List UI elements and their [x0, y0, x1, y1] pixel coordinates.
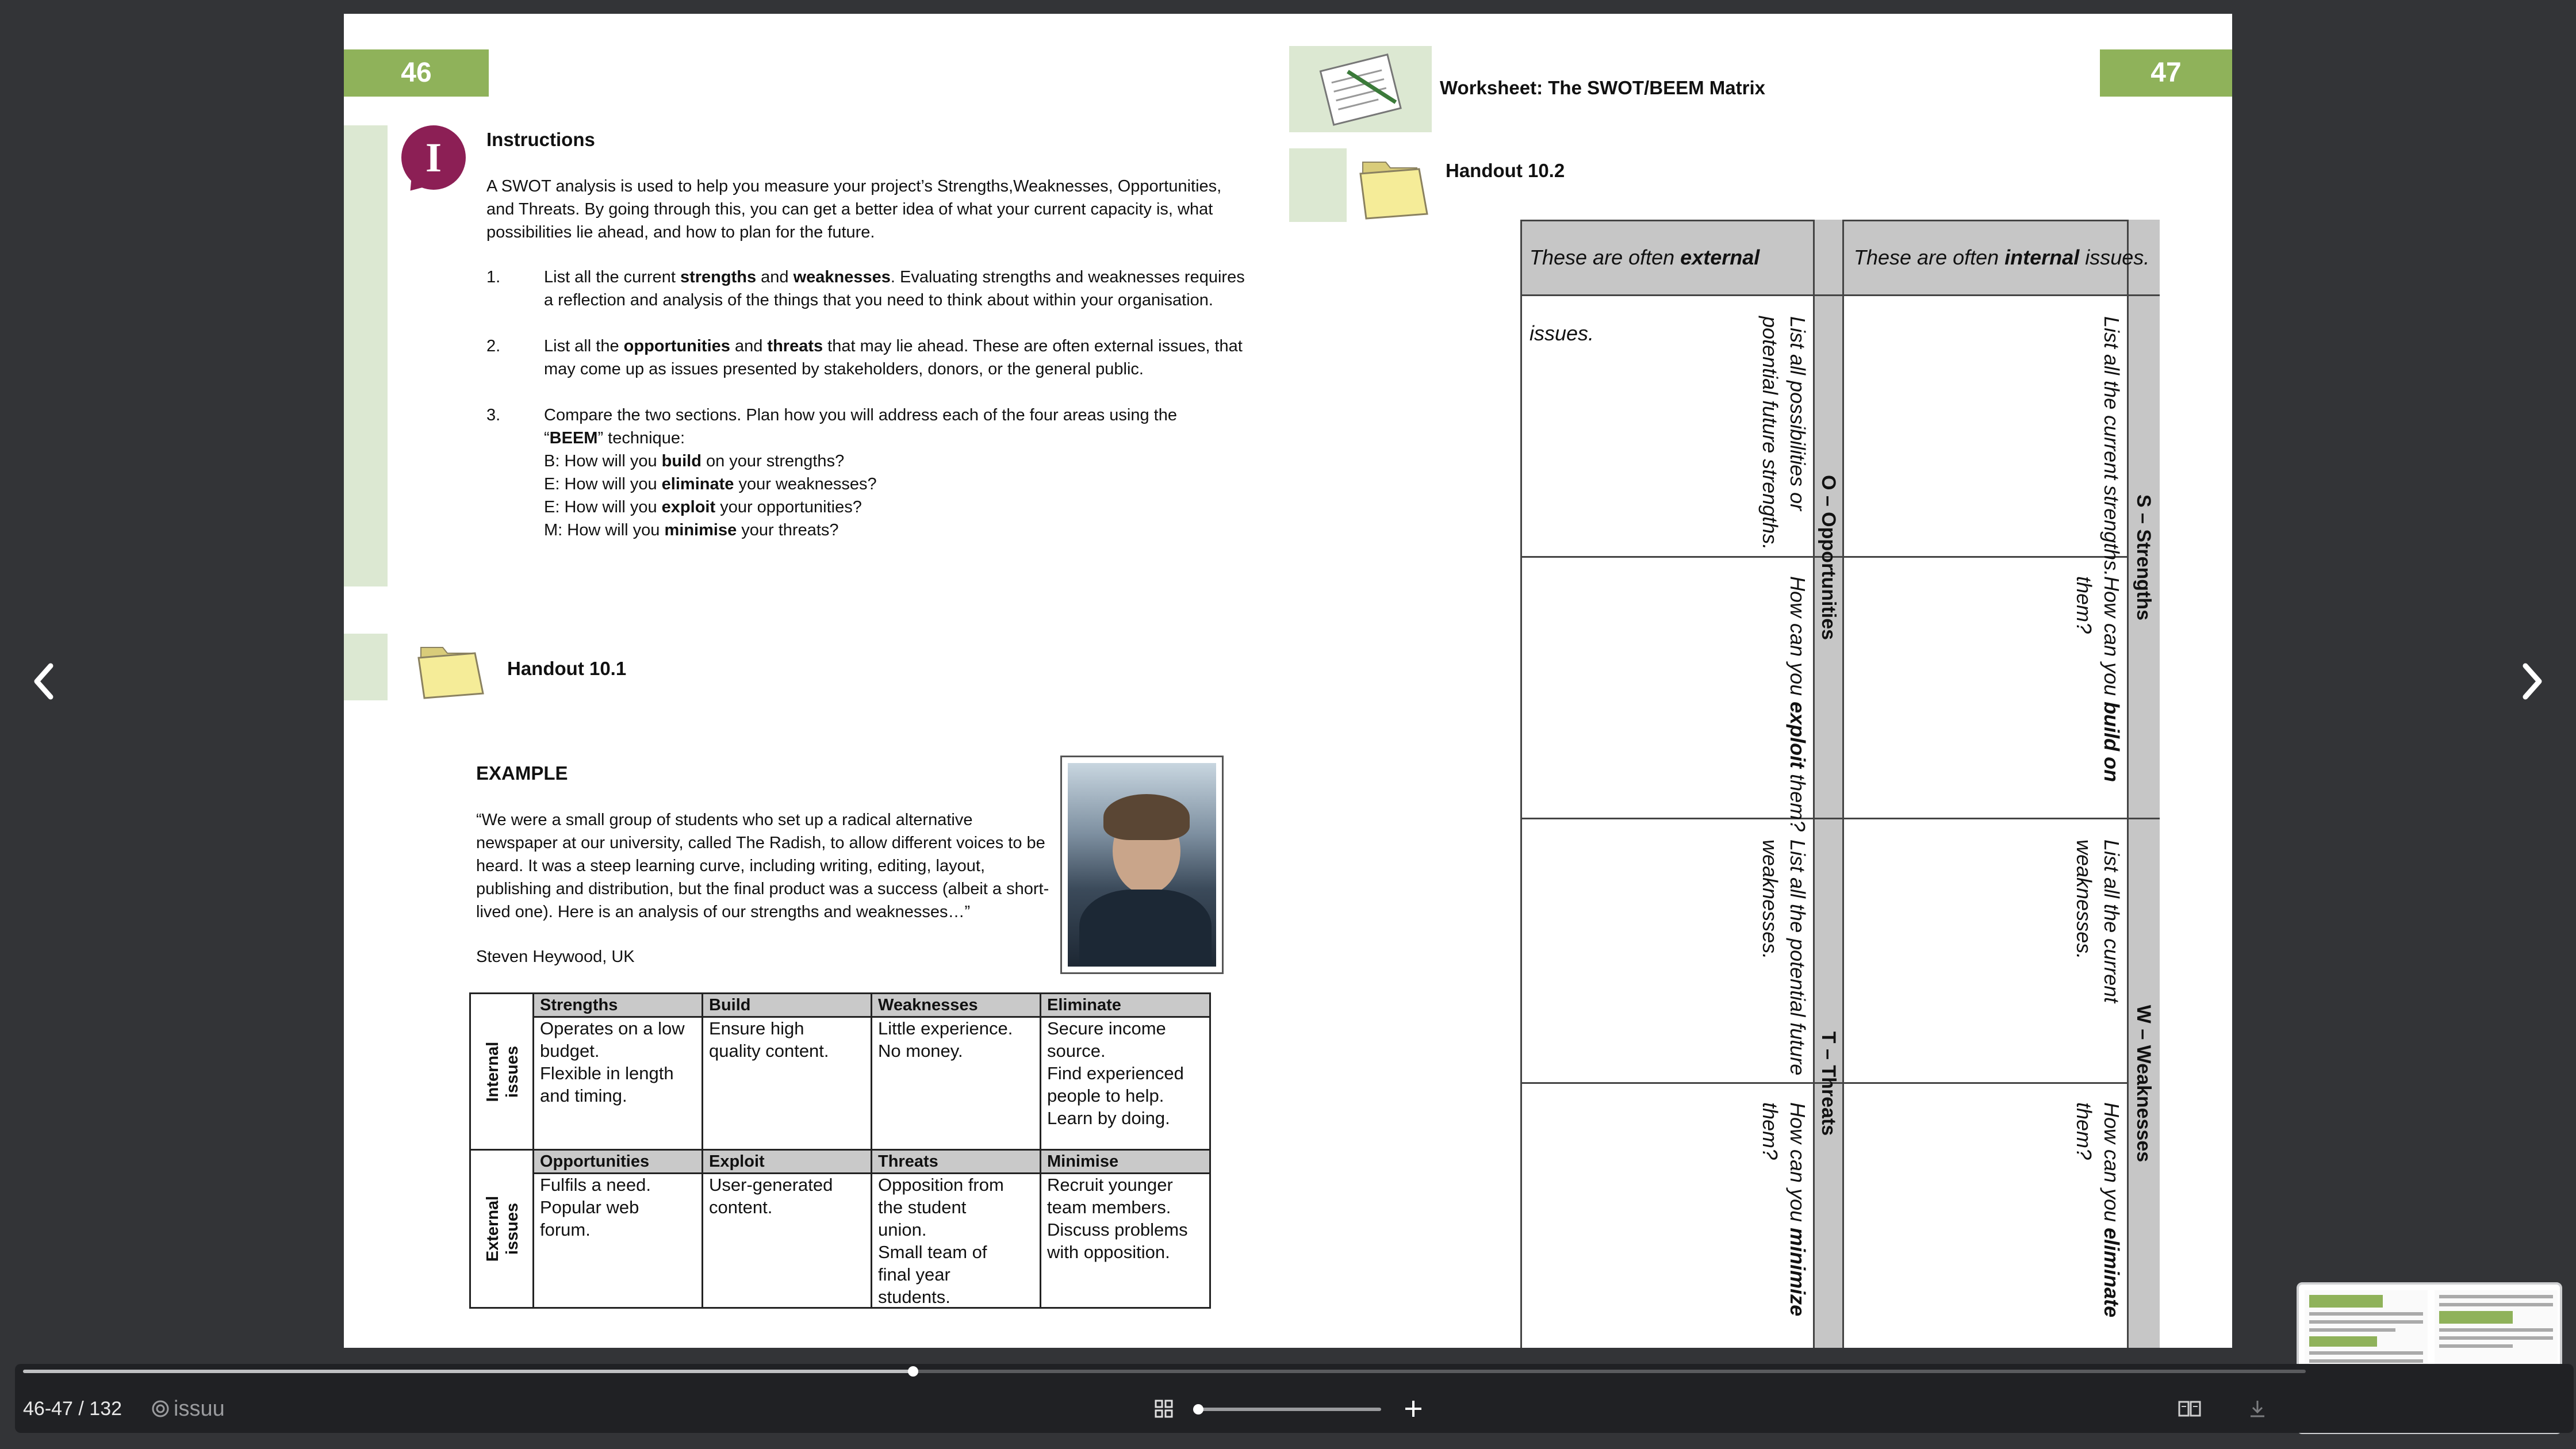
worksheet-title: Worksheet: The SWOT/BEEM Matrix: [1440, 77, 1765, 98]
strengths-question: How can you build on them?: [2072, 576, 2123, 783]
weaknesses-list-prompt: List all the current weaknesses.: [2072, 839, 2123, 1003]
internal-issues-note: These are often internal issues.: [1854, 246, 2150, 269]
table-cell: Secure income source. Find experienced people to help. Learn by doing.: [1047, 1018, 1184, 1128]
instructions-title: Instructions: [486, 129, 595, 150]
threats-list-prompt: List all the potential future weaknesses.: [1758, 839, 1810, 1076]
beem-item: M: How will you minimise your threats?: [544, 521, 839, 539]
reader-mode-button[interactable]: [2177, 1397, 2202, 1420]
left-page: [344, 14, 1288, 1348]
threats-question: How can you minimize them?: [1758, 1102, 1810, 1317]
table-header: Weaknesses: [878, 996, 978, 1014]
handout-strip: [344, 634, 388, 700]
table-header: Threats: [878, 1152, 938, 1171]
zoom-slider[interactable]: [1195, 1408, 1381, 1411]
opportunities-label: O – Opportunities: [1818, 474, 1840, 640]
step-item: 1. List all the current strengths and weaknesses. Evaluating strengths and weaknesses requires a reflection and analysis of the things that you need to think about within your organisation.: [486, 268, 1245, 309]
strengths-list-prompt: List all the current strengths.: [2100, 316, 2123, 577]
folder-icon: [1357, 150, 1432, 222]
worksheet-icon: [1289, 46, 1432, 132]
book-icon: [2177, 1397, 2202, 1420]
instructions-steps: [486, 266, 1257, 542]
download-icon: [2246, 1397, 2269, 1420]
example-title: EXAMPLE: [476, 762, 568, 784]
opportunities-question: How can you exploit them?: [1786, 576, 1810, 832]
weaknesses-label: W – Weaknesses: [2133, 1005, 2155, 1162]
table-cell: Operates on a low budget. Flexible in length and timing.: [540, 1018, 685, 1106]
download-button[interactable]: [2246, 1397, 2269, 1420]
table-cell: Opposition from the student union. Small team of final year students.: [878, 1175, 1004, 1307]
progress-fill: [23, 1370, 913, 1373]
grid-view-button[interactable]: [1152, 1397, 1175, 1420]
example-author: Steven Heywood, UK: [476, 948, 635, 966]
table-header: Minimise: [1047, 1152, 1119, 1171]
table-cell: Ensure high quality content.: [709, 1018, 829, 1061]
internal-issues-label: Internal issues: [484, 1041, 522, 1102]
author-photo: [1060, 756, 1224, 974]
grid-icon: [1152, 1397, 1175, 1420]
strengths-label: S – Strengths: [2133, 494, 2155, 620]
table-header: Build: [709, 996, 751, 1014]
progress-handle[interactable]: [908, 1366, 918, 1377]
zoom-in-button[interactable]: [1402, 1397, 1425, 1420]
step-item: 2. List all the opportunities and threats that may lie ahead. These are often external issues, that may come up as issues presented by stakeholders, donors, or the general public.: [486, 337, 1243, 378]
issuu-logo: issuu: [151, 1396, 225, 1421]
issuu-logo-icon: [151, 1399, 170, 1419]
zoom-handle[interactable]: [1193, 1404, 1203, 1414]
handout-label: Handout 10.2: [1446, 160, 1565, 181]
example-quote: “We were a small group of students who set up a radical alternative newspaper at our university, called The Radish, to allow different voices to be heard. It was a steep learning curve, including writing, editing, layout, publishing and distribution, but the final product was a success (albeit a short-lived one). Here is an analysis of our strengths and weaknesses…”: [476, 811, 1049, 921]
progress-track[interactable]: [23, 1370, 2306, 1373]
table-header: Eliminate: [1047, 996, 1121, 1014]
page-number: 47: [2100, 49, 2232, 97]
page-number: 46: [344, 49, 489, 97]
swot-matrix: [1520, 220, 2160, 1348]
handout-strip: [1289, 148, 1347, 222]
folder-icon: [415, 636, 488, 700]
external-issues-label: External issues: [484, 1195, 522, 1262]
right-page: [1288, 14, 2232, 1348]
table-header: Strengths: [540, 996, 618, 1014]
beem-item: E: How will you eliminate your weaknesses?: [544, 475, 877, 493]
weaknesses-question: How can you eliminate them?: [2072, 1102, 2123, 1318]
next-page-button[interactable]: [2513, 656, 2553, 707]
handout-label: Handout 10.1: [507, 658, 627, 679]
instructions-icon: I: [401, 125, 466, 190]
plus-icon: [1402, 1397, 1425, 1420]
beem-item: E: How will you exploit your opportunities?: [544, 498, 862, 516]
viewer-toolbar: [15, 1364, 2574, 1433]
step-item: 3. Compare the two sections. Plan how you will address each of the four areas using the “BEEM” technique: B: How will you build on your strengths? E: How will you eliminate your weaknesses? E: How will you exploit your opportunities? M: How will you minimise your threats?: [486, 404, 1257, 542]
chevron-left-icon: [23, 656, 63, 707]
example-swot-table: [469, 992, 1211, 1309]
side-strip: [344, 125, 388, 586]
prev-page-button[interactable]: [23, 656, 63, 707]
table-header: Exploit: [709, 1152, 765, 1171]
table-cell: Little experience. No money.: [878, 1018, 1013, 1061]
table-cell: User-generated content.: [709, 1175, 833, 1217]
opportunities-list-prompt: List all possibilities or potential future strengths.: [1758, 316, 1810, 550]
chevron-right-icon: [2513, 656, 2553, 707]
page-indicator: 46-47 / 132: [23, 1398, 122, 1420]
table-header: Opportunities: [540, 1152, 650, 1171]
table-cell: Recruit younger team members. Discuss problems with opposition.: [1047, 1175, 1188, 1262]
threats-label: T – Threats: [1818, 1031, 1840, 1136]
table-cell: Fulfils a need. Popular web forum.: [540, 1175, 651, 1240]
external-issues-note: These are often external issues.: [1529, 246, 1760, 345]
beem-item: B: How will you build on your strengths?: [544, 452, 845, 470]
instructions-intro: A SWOT analysis is used to help you measure your project’s Strengths,Weaknesses, Opportunities, and Threats. By going through this, you can get a better idea of what your current capacity is, what possibilities lie ahead, and how to plan for the future.: [486, 177, 1222, 241]
